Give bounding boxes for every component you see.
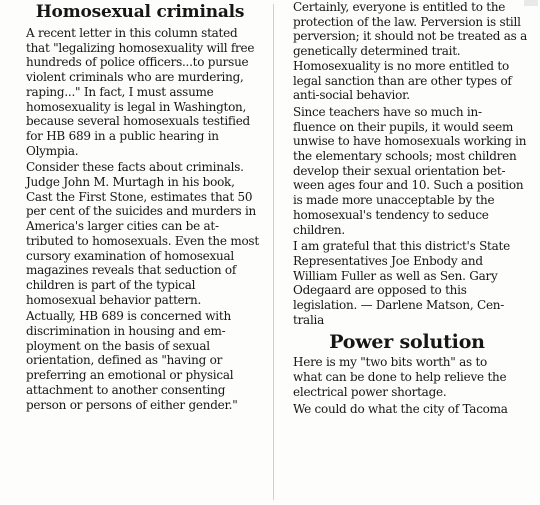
paragraph — [283, 239, 531, 327]
text-line: anti-social behavior. — [293, 88, 410, 103]
text-line: fluence on their pupils, it would seem — [293, 119, 514, 134]
text-line: We could do what the city of Tacoma — [293, 401, 508, 416]
paragraph — [283, 402, 531, 417]
text-line: electrical power shortage. — [293, 384, 447, 399]
text-line: protection of the law. Perversion is still — [293, 14, 521, 29]
text-line: Homosexuality is no more entitled to — [293, 58, 509, 73]
column-divider — [273, 4, 274, 500]
text-line: ployment on the basis of sexual — [26, 338, 210, 353]
paragraph — [16, 160, 264, 307]
text-line: person or persons of either gender." — [26, 397, 238, 412]
text-line: violent criminals who are murdering, — [26, 70, 244, 85]
text-line: Odegaard are opposed to this — [293, 283, 467, 298]
text-line: Certainly, everyone is entitled to the — [293, 0, 506, 14]
text-line: magazines reveals that seduction of — [26, 263, 237, 278]
text-line: because several homosexuals testified — [26, 114, 250, 129]
text-line: Consider these facts about criminals. — [26, 160, 244, 175]
text-line: attachment to another consenting — [26, 382, 226, 397]
text-line: orientation, defined as "having or — [26, 353, 223, 368]
text-line: Representatives Joe Enbody and — [293, 253, 483, 268]
text-line: Olympia. — [26, 143, 79, 158]
text-line: Since teachers have so much in- — [293, 104, 482, 119]
text-line: what can be done to help relieve the — [293, 370, 507, 385]
text-line: I am grateful that this district's State — [293, 239, 510, 254]
power-solution-body — [283, 355, 531, 416]
paragraph — [16, 309, 264, 412]
text-line: children. — [293, 222, 345, 237]
text-line: cursory examination of homosexual — [26, 248, 234, 263]
text-line: tributed to homosexuals. Even the most — [26, 233, 259, 248]
text-line: hundreds of police officers...to pursue — [26, 55, 249, 70]
text-line: discrimination in housing and em- — [26, 324, 226, 339]
text-line: America's larger cities can be at- — [26, 219, 219, 234]
text-line: legal sanction than are other types of — [293, 73, 512, 88]
text-line: for HB 689 in a public hearing in — [26, 128, 219, 143]
text-line: Judge John M. Murtagh in his book, — [26, 175, 235, 190]
left-column-body — [16, 26, 264, 412]
right-column-letter-body — [283, 0, 531, 327]
text-line: children is part of the typical — [26, 277, 196, 292]
text-line: homosexual's tendency to seduce — [293, 207, 489, 222]
text-line: tralia — [293, 312, 325, 327]
text-line: develop their sexual orientation bet- — [293, 163, 506, 178]
headline-homosexual-criminals: Homosexual criminals — [35, 2, 245, 22]
text-line: legislation. — Darlene Matson, Cen- — [293, 298, 505, 313]
paragraph — [283, 0, 531, 103]
text-line: raping..." In fact, I must assume — [26, 84, 214, 99]
text-line: unwise to have homosexuals working in — [293, 134, 527, 149]
text-line: the elementary schools; most children — [293, 149, 517, 164]
text-line: per cent of the suicides and murders in — [26, 204, 257, 219]
paragraph — [283, 355, 531, 399]
text-line: is made more unacceptable by the — [293, 193, 495, 208]
headline-power-solution: Power solution — [329, 331, 485, 354]
text-line: preferring an emotional or physical — [26, 368, 234, 383]
text-line: A recent letter in this column stated — [26, 26, 238, 40]
text-line: ween ages four and 10. Such a position — [293, 178, 524, 193]
text-line: Here is my "two bits worth" as to — [293, 355, 488, 370]
text-line: Cast the First Stone, estimates that 50 — [26, 189, 253, 204]
left-column — [16, 0, 264, 412]
text-line: perversion; it should not be treated as a — [293, 29, 528, 44]
right-column — [283, 0, 531, 416]
text-line: that "legalizing homosexuality will free — [26, 40, 255, 55]
text-line: Actually, HB 689 is concerned with — [26, 309, 231, 324]
text-line: genetically determined trait. — [293, 44, 461, 59]
text-line: homosexuality is legal in Washington, — [26, 99, 247, 114]
text-line: homosexual behavior pattern. — [26, 292, 202, 307]
text-line: William Fuller as well as Sen. Gary — [293, 268, 498, 283]
paragraph — [283, 105, 531, 237]
paragraph — [16, 26, 264, 158]
